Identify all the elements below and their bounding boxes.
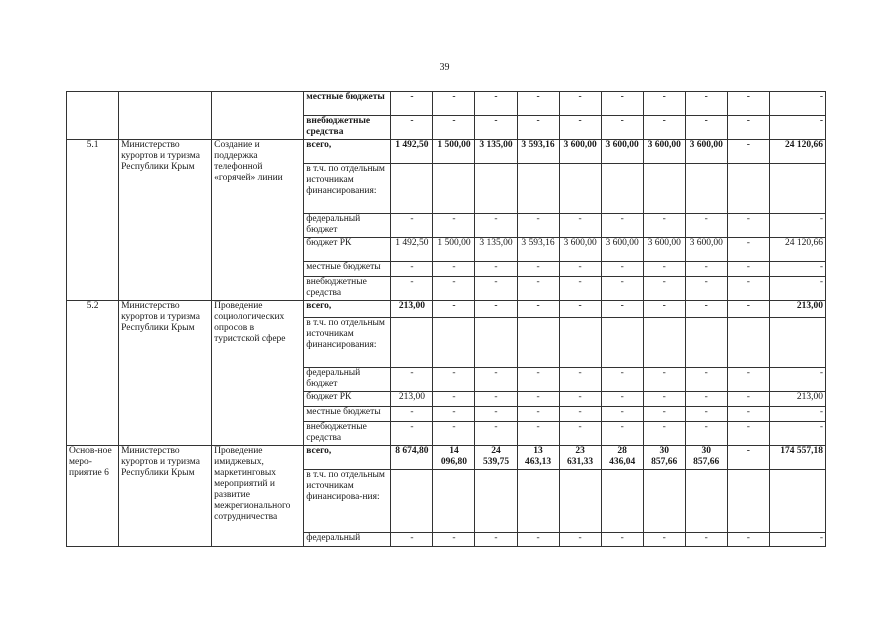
year-value-cell: [559, 470, 601, 533]
source-cell: местные бюджеты: [304, 92, 391, 116]
year-value-cell: [727, 318, 769, 368]
year-value-cell: [601, 318, 643, 368]
year-value-cell: 3 593,16: [517, 238, 559, 262]
source-cell: в т.ч. по отдельным источникам финансирования:: [304, 164, 391, 214]
year-value-cell: -: [685, 301, 727, 318]
total-cell: [769, 470, 825, 533]
year-value-cell: -: [643, 533, 685, 547]
year-value-cell: -: [391, 277, 433, 301]
year-value-cell: -: [559, 116, 601, 140]
year-value-cell: [517, 470, 559, 533]
total-cell: -: [769, 533, 825, 547]
year-value-cell: 30 857,66: [685, 446, 727, 470]
year-value-cell: -: [727, 422, 769, 446]
year-value-cell: 3 135,00: [475, 238, 517, 262]
year-value-cell: -: [517, 301, 559, 318]
measure-number: Основ-ное меро-приятие 6: [67, 446, 119, 547]
year-value-cell: -: [433, 116, 475, 140]
year-value-cell: -: [475, 277, 517, 301]
year-value-cell: -: [475, 116, 517, 140]
year-value-cell: -: [559, 92, 601, 116]
total-cell: 213,00: [769, 392, 825, 407]
total-cell: -: [769, 368, 825, 392]
num-cell: [67, 92, 119, 140]
year-value-cell: -: [391, 262, 433, 277]
total-cell: -: [769, 262, 825, 277]
year-value-cell: -: [727, 92, 769, 116]
total-cell: -: [769, 92, 825, 116]
year-value-cell: -: [391, 407, 433, 422]
year-value-cell: [391, 318, 433, 368]
org-cell: [119, 92, 212, 140]
year-value-cell: -: [643, 368, 685, 392]
year-value-cell: -: [391, 214, 433, 238]
measure-number: 5.1: [67, 140, 119, 301]
total-cell: [769, 164, 825, 214]
year-value-cell: [643, 164, 685, 214]
year-value-cell: -: [433, 92, 475, 116]
year-value-cell: -: [601, 92, 643, 116]
year-value-cell: -: [433, 368, 475, 392]
year-value-cell: [643, 470, 685, 533]
year-value-cell: -: [601, 214, 643, 238]
table-body: [67, 92, 826, 547]
executor-org: Министерство курортов и туризма Республики Крым: [119, 140, 212, 301]
year-value-cell: -: [643, 277, 685, 301]
year-value-cell: -: [517, 116, 559, 140]
year-value-cell: -: [475, 301, 517, 318]
activity-name: Создание и поддержка телефонной «горячей» линии: [212, 140, 304, 301]
year-value-cell: -: [685, 214, 727, 238]
year-value-cell: 23 631,33: [559, 446, 601, 470]
year-value-cell: -: [601, 368, 643, 392]
year-value-cell: -: [517, 392, 559, 407]
year-value-cell: -: [727, 368, 769, 392]
activity-cell: [212, 92, 304, 140]
year-value-cell: -: [517, 262, 559, 277]
year-value-cell: -: [517, 533, 559, 547]
year-value-cell: 1 500,00: [433, 140, 475, 164]
source-cell: внебюджетные средства: [304, 422, 391, 446]
year-value-cell: -: [685, 533, 727, 547]
year-value-cell: -: [727, 214, 769, 238]
year-value-cell: 13 463,13: [517, 446, 559, 470]
year-value-cell: [475, 470, 517, 533]
year-value-cell: -: [643, 301, 685, 318]
year-value-cell: -: [559, 368, 601, 392]
source-cell: всего,: [304, 446, 391, 470]
year-value-cell: 24 539,75: [475, 446, 517, 470]
year-value-cell: [433, 470, 475, 533]
year-value-cell: -: [391, 368, 433, 392]
year-value-cell: -: [517, 92, 559, 116]
year-value-cell: 1 500,00: [433, 238, 475, 262]
source-cell: внебюджетные средства: [304, 277, 391, 301]
source-cell: бюджет РК: [304, 392, 391, 407]
year-value-cell: [391, 470, 433, 533]
total-cell: 24 120,66: [769, 140, 825, 164]
year-value-cell: -: [517, 368, 559, 392]
year-value-cell: [601, 164, 643, 214]
activity-name: Проведение имиджевых, маркетинговых мероприятий и развитие межрегионального сотрудничества: [212, 446, 304, 547]
year-value-cell: 213,00: [391, 301, 433, 318]
source-cell: в т.ч. по отдельным источникам финансирования:: [304, 318, 391, 368]
source-cell: федеральный: [304, 533, 391, 547]
year-value-cell: -: [475, 368, 517, 392]
table-row: [67, 92, 826, 116]
year-value-cell: -: [643, 262, 685, 277]
year-value-cell: 14 096,80: [433, 446, 475, 470]
year-value-cell: [559, 318, 601, 368]
year-value-cell: 3 135,00: [475, 140, 517, 164]
year-value-cell: 28 436,04: [601, 446, 643, 470]
year-value-cell: -: [727, 301, 769, 318]
year-value-cell: -: [643, 116, 685, 140]
year-value-cell: [475, 164, 517, 214]
year-value-cell: -: [517, 422, 559, 446]
budget-table: [66, 91, 826, 547]
measure-number: 5.2: [67, 301, 119, 446]
year-value-cell: -: [685, 368, 727, 392]
year-value-cell: [475, 318, 517, 368]
year-value-cell: -: [517, 277, 559, 301]
year-value-cell: [727, 470, 769, 533]
year-value-cell: 3 600,00: [685, 238, 727, 262]
year-value-cell: [601, 470, 643, 533]
year-value-cell: 30 857,66: [643, 446, 685, 470]
year-value-cell: 3 600,00: [559, 140, 601, 164]
total-cell: 24 120,66: [769, 238, 825, 262]
year-value-cell: -: [559, 277, 601, 301]
year-value-cell: -: [433, 392, 475, 407]
year-value-cell: -: [643, 214, 685, 238]
year-value-cell: -: [601, 262, 643, 277]
page-number: 39: [439, 62, 450, 73]
total-cell: -: [769, 214, 825, 238]
year-value-cell: -: [601, 277, 643, 301]
year-value-cell: -: [433, 407, 475, 422]
table-row: [67, 140, 826, 164]
year-value-cell: -: [601, 533, 643, 547]
source-cell: местные бюджеты: [304, 407, 391, 422]
year-value-cell: -: [391, 533, 433, 547]
year-value-cell: -: [727, 116, 769, 140]
year-value-cell: -: [727, 407, 769, 422]
year-value-cell: [727, 164, 769, 214]
year-value-cell: 3 600,00: [643, 238, 685, 262]
year-value-cell: -: [727, 392, 769, 407]
executor-org: Министерство курортов и туризма Республики Крым: [119, 301, 212, 446]
year-value-cell: -: [475, 407, 517, 422]
year-value-cell: -: [559, 301, 601, 318]
year-value-cell: 3 600,00: [643, 140, 685, 164]
year-value-cell: [433, 164, 475, 214]
year-value-cell: [517, 164, 559, 214]
year-value-cell: -: [433, 422, 475, 446]
year-value-cell: -: [643, 422, 685, 446]
year-value-cell: -: [685, 277, 727, 301]
year-value-cell: -: [475, 533, 517, 547]
table-row: [67, 446, 826, 470]
total-cell: 213,00: [769, 301, 825, 318]
year-value-cell: [643, 318, 685, 368]
source-cell: внебюджетные средства: [304, 116, 391, 140]
source-cell: всего,: [304, 301, 391, 318]
year-value-cell: -: [433, 262, 475, 277]
year-value-cell: -: [685, 116, 727, 140]
year-value-cell: -: [601, 116, 643, 140]
year-value-cell: 8 674,80: [391, 446, 433, 470]
year-value-cell: -: [475, 422, 517, 446]
source-cell: в т.ч. по отдельным источникам финансирова-ния:: [304, 470, 391, 533]
year-value-cell: -: [559, 262, 601, 277]
year-value-cell: -: [727, 533, 769, 547]
year-value-cell: [685, 318, 727, 368]
year-value-cell: -: [391, 116, 433, 140]
year-value-cell: [433, 318, 475, 368]
total-cell: -: [769, 277, 825, 301]
year-value-cell: -: [475, 214, 517, 238]
year-value-cell: -: [559, 392, 601, 407]
year-value-cell: -: [685, 422, 727, 446]
year-value-cell: [391, 164, 433, 214]
year-value-cell: -: [433, 214, 475, 238]
year-value-cell: -: [643, 407, 685, 422]
year-value-cell: -: [601, 422, 643, 446]
source-cell: бюджет РК: [304, 238, 391, 262]
year-value-cell: -: [727, 262, 769, 277]
year-value-cell: -: [559, 422, 601, 446]
year-value-cell: -: [433, 277, 475, 301]
year-value-cell: -: [727, 446, 769, 470]
executor-org: Министерство курортов и туризма Республики Крым: [119, 446, 212, 547]
year-value-cell: -: [475, 392, 517, 407]
year-value-cell: 1 492,50: [391, 140, 433, 164]
total-cell: 174 557,18: [769, 446, 825, 470]
year-value-cell: -: [559, 214, 601, 238]
source-cell: всего,: [304, 140, 391, 164]
source-cell: федеральный бюджет: [304, 368, 391, 392]
year-value-cell: -: [517, 214, 559, 238]
activity-name: Проведение социологических опросов в туристской сфере: [212, 301, 304, 446]
year-value-cell: -: [433, 301, 475, 318]
total-cell: -: [769, 407, 825, 422]
year-value-cell: 3 600,00: [559, 238, 601, 262]
year-value-cell: 3 593,16: [517, 140, 559, 164]
year-value-cell: [517, 318, 559, 368]
year-value-cell: -: [601, 407, 643, 422]
source-cell: федеральный бюджет: [304, 214, 391, 238]
source-cell: местные бюджеты: [304, 262, 391, 277]
total-cell: [769, 318, 825, 368]
year-value-cell: -: [727, 140, 769, 164]
year-value-cell: -: [685, 392, 727, 407]
year-value-cell: -: [475, 92, 517, 116]
year-value-cell: -: [559, 533, 601, 547]
year-value-cell: -: [517, 407, 559, 422]
year-value-cell: -: [727, 238, 769, 262]
year-value-cell: 1 492,50: [391, 238, 433, 262]
year-value-cell: 3 600,00: [685, 140, 727, 164]
year-value-cell: -: [727, 277, 769, 301]
year-value-cell: 3 600,00: [601, 140, 643, 164]
year-value-cell: -: [685, 262, 727, 277]
table-row: [67, 301, 826, 318]
total-cell: -: [769, 422, 825, 446]
year-value-cell: -: [433, 533, 475, 547]
year-value-cell: [559, 164, 601, 214]
year-value-cell: -: [391, 92, 433, 116]
year-value-cell: -: [643, 92, 685, 116]
year-value-cell: -: [391, 422, 433, 446]
year-value-cell: -: [601, 301, 643, 318]
year-value-cell: -: [685, 407, 727, 422]
year-value-cell: -: [475, 262, 517, 277]
year-value-cell: 213,00: [391, 392, 433, 407]
year-value-cell: -: [685, 92, 727, 116]
year-value-cell: -: [601, 392, 643, 407]
year-value-cell: -: [559, 407, 601, 422]
year-value-cell: [685, 164, 727, 214]
year-value-cell: [685, 470, 727, 533]
total-cell: -: [769, 116, 825, 140]
year-value-cell: 3 600,00: [601, 238, 643, 262]
year-value-cell: -: [643, 392, 685, 407]
